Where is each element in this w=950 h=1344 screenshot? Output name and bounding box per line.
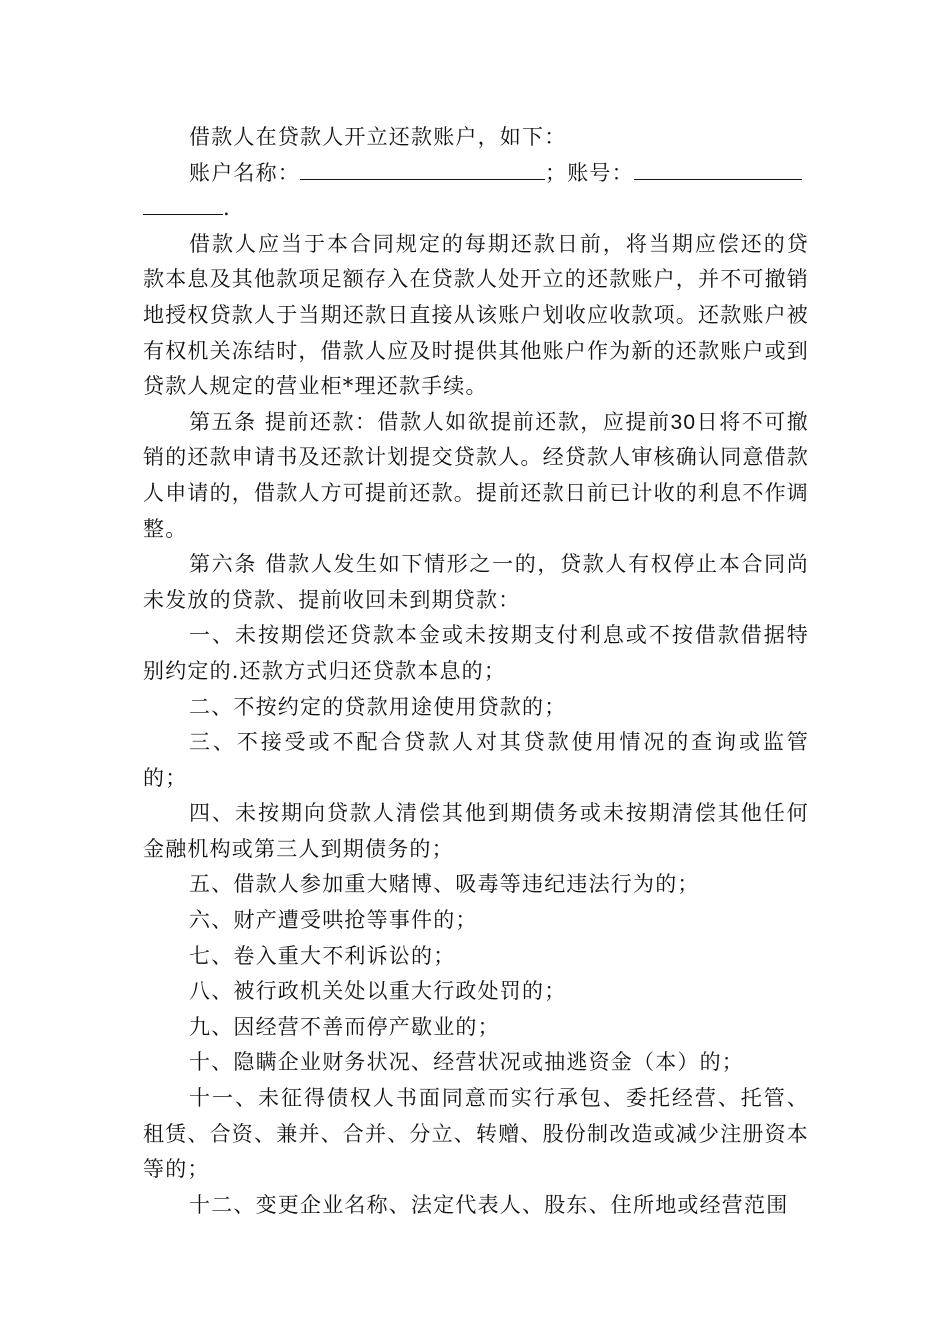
intro-paragraph: 借款人在贷款人开立还款账户，如下： [189,125,567,149]
article-6-paragraph: 第六条 借款人发生如下情形之一的，贷款人有权停止本合同尚未发放的贷款、提前收回未到期贷款： [143,552,809,612]
article-6-item-6: 六、财产遭受哄抢等事件的； [189,908,478,933]
article-6-item-2: 二、不按约定的贷款用途使用贷款的； [189,694,567,719]
article-6-item-9: 九、因经营不善而停产歇业的； [189,1014,500,1039]
account-line-continuation [143,191,809,227]
article-6-item-4: 四、未按期向贷款人清偿其他到期债务或未按期清偿其他任何金融机构或第三人到期债务的； [143,801,809,861]
account-line [143,156,809,192]
account-number-blank-continued [143,192,223,215]
account-number-blank [634,157,802,180]
article-5-suffix: 日将不可撤销的还款申请书及还款计划提交贷款人。经贷款人审核确认同意借款人申请的，借款人方可提前还款。提前还款日前已计收的利息不作调整。 [143,409,810,541]
article-5-days: 30 [670,410,697,434]
article-5-paragraph [143,405,809,547]
article-5-prefix: 第五条 提前还款：借款人如欲提前还款，应提前 [189,409,671,434]
account-end-mark: . [223,196,231,221]
article-6-item-10: 十、隐瞒企业财务状况、经营状况或抽逃资金（本）的； [189,1050,744,1075]
article-6-item-3: 三、不接受或不配合贷款人对其贷款使用情况的查询或监管的； [143,730,809,790]
account-number-label: 账号： [567,160,634,185]
account-name-blank [300,157,545,180]
article-6-item-7: 七、卷入重大不利诉讼的； [189,943,456,968]
repayment-paragraph: 借款人应当于本合同规定的每期还款日前，将当期应偿还的贷款本息及其他款项足额存入在贷款人处开立的还款账户，并不可撤销地授权贷款人于当期还款日直接从该账户划收应收款项。还款账户被有权机关冻结时，借款人应及时提供其他账户作为新的还款账户或到贷款人规定的营业柜*理还款手续。 [143,231,809,399]
article-6-item-12: 十二、变更企业名称、法定代表人、股东、住所地或经营范围 [189,1192,789,1217]
account-name-label: 账户名称： [189,160,300,185]
account-separator: ； [545,160,568,185]
article-6-item-8: 八、被行政机关处以重大行政处罚的； [189,979,567,1004]
article-6-item-5: 五、借款人参加重大赌博、吸毒等违纪违法行为的； [189,872,700,897]
document-page [143,120,809,1223]
article-6-item-11: 十一、未征得债权人书面同意而实行承包、委托经营、托管、租赁、合资、兼并、合并、分立、转赠、股份制改造或减少注册资本等的； [143,1086,809,1182]
article-6-item-1: 一、未按期偿还贷款本金或未按期支付利息或不按借款借据特别约定的.还款方式归还贷款本息的； [143,623,809,683]
